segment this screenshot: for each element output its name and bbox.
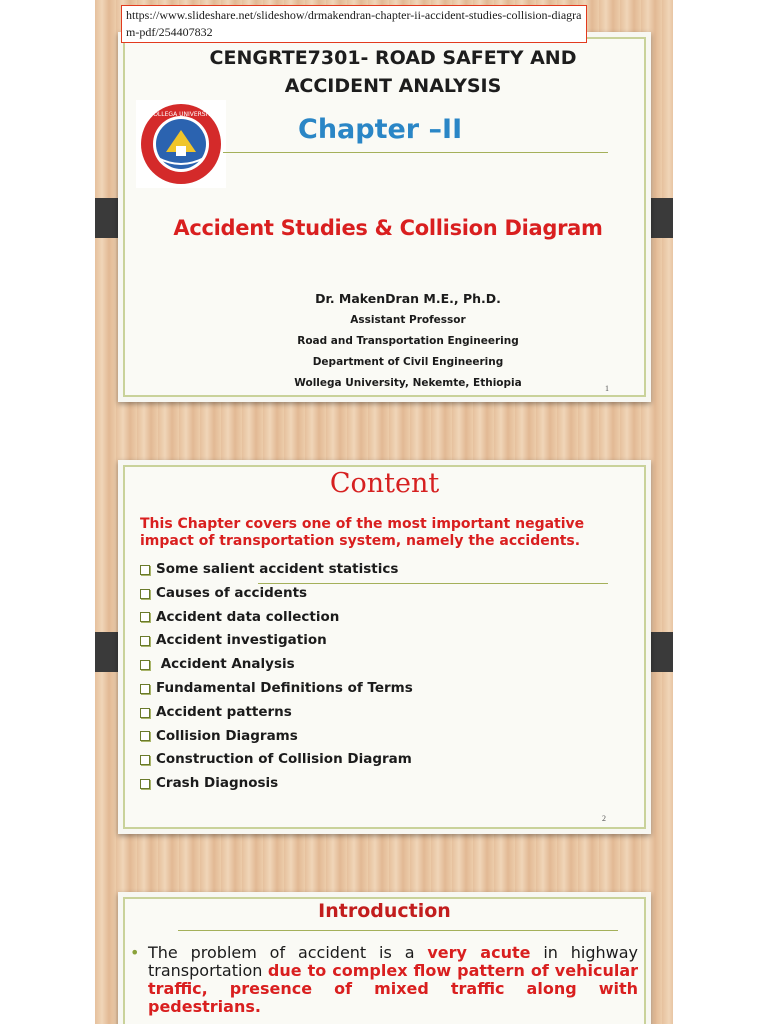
- slide-page-number: 1: [605, 384, 609, 393]
- content-intro: [140, 516, 620, 550]
- author-position: Assistant Professor: [350, 314, 466, 326]
- list-item-label: Accident investigation: [156, 632, 327, 649]
- checkbox-bullet-icon: [140, 731, 150, 741]
- list-item-label: Construction of Collision Diagram: [156, 751, 412, 768]
- list-item: [140, 606, 610, 630]
- list-item-label: Crash Diagnosis: [156, 775, 279, 792]
- checkbox-bullet-icon: [140, 565, 150, 575]
- content-intro-line: This Chapter covers one of the most important negative: [140, 516, 585, 532]
- list-item-label: Accident data collection: [156, 608, 340, 625]
- chapter-title: Chapter –II: [298, 114, 463, 145]
- list-item: [140, 677, 610, 701]
- list-item: [140, 582, 610, 606]
- source-url[interactable]: https://www.slideshare.net/slideshow/drmakendran-chapter-ii-accident-studies-collision-diagram-pdf/254407832: [121, 5, 587, 43]
- topic-list: [140, 558, 610, 796]
- checkbox-bullet-icon: [140, 589, 150, 599]
- checkbox-bullet-icon: [140, 755, 150, 765]
- university-logo: [136, 100, 226, 188]
- slide-main-title: Accident Studies & Collision Diagram: [173, 216, 603, 240]
- paragraph-text: The problem of accident is a: [148, 943, 428, 962]
- paragraph-text: in highway transportation: [148, 943, 639, 980]
- introduction-paragraph: [130, 944, 638, 1016]
- slide-page-number: 2: [602, 814, 606, 823]
- author-department: Department of Civil Engineering: [312, 356, 504, 368]
- checkbox-bullet-icon: [140, 636, 150, 646]
- author-field: Road and Transportation Engineering: [297, 335, 519, 347]
- slide-1: [118, 32, 651, 402]
- course-title: [158, 44, 628, 100]
- checkbox-bullet-icon: [140, 612, 150, 622]
- slide-2: [118, 460, 651, 834]
- author-block: [258, 288, 558, 394]
- checkbox-bullet-icon: [140, 708, 150, 718]
- author-name: Dr. MakenDran M.E., Ph.D.: [315, 291, 501, 306]
- slide-3: [118, 892, 651, 1024]
- checkbox-bullet-icon: [140, 660, 150, 670]
- author-university: Wollega University, Nekemte, Ethiopia: [294, 377, 522, 389]
- list-item-label: Causes of accidents: [156, 584, 308, 601]
- university-seal-icon: [136, 100, 226, 188]
- list-item-label: Collision Diagrams: [156, 727, 298, 744]
- checkbox-bullet-icon: [140, 684, 150, 694]
- list-item: [140, 701, 610, 725]
- bullet-dot-icon: •: [130, 943, 140, 962]
- svg-text:WOLLEGA UNIVERSITY: WOLLEGA UNIVERSITY: [147, 111, 215, 118]
- list-item: [140, 748, 610, 772]
- divider: [223, 152, 608, 153]
- course-title-line: ACCIDENT ANALYSIS: [284, 75, 502, 97]
- introduction-title: Introduction: [318, 900, 451, 922]
- highlight-text: very acute: [427, 943, 531, 962]
- list-item: [140, 653, 610, 677]
- list-item: [140, 629, 610, 653]
- highlight-text: due to complex flow pattern of vehicular traffic, presence of mixed traffic along with pedestrians.: [148, 961, 639, 1016]
- list-item: [140, 772, 610, 796]
- list-item: [140, 558, 610, 582]
- divider: [178, 930, 618, 931]
- content-intro-line: impact of transportation system, namely the accidents.: [140, 533, 581, 549]
- content-title: Content: [329, 468, 440, 499]
- checkbox-bullet-icon: [140, 779, 150, 789]
- list-item-label: Fundamental Definitions of Terms: [156, 679, 413, 696]
- list-item-label: Accident Analysis: [156, 656, 295, 673]
- list-item: [140, 725, 610, 749]
- list-item-label: Accident patterns: [156, 703, 292, 720]
- list-item-label: Some salient accident statistics: [156, 561, 399, 577]
- course-title-line: CENGRTE7301- ROAD SAFETY AND: [209, 47, 577, 69]
